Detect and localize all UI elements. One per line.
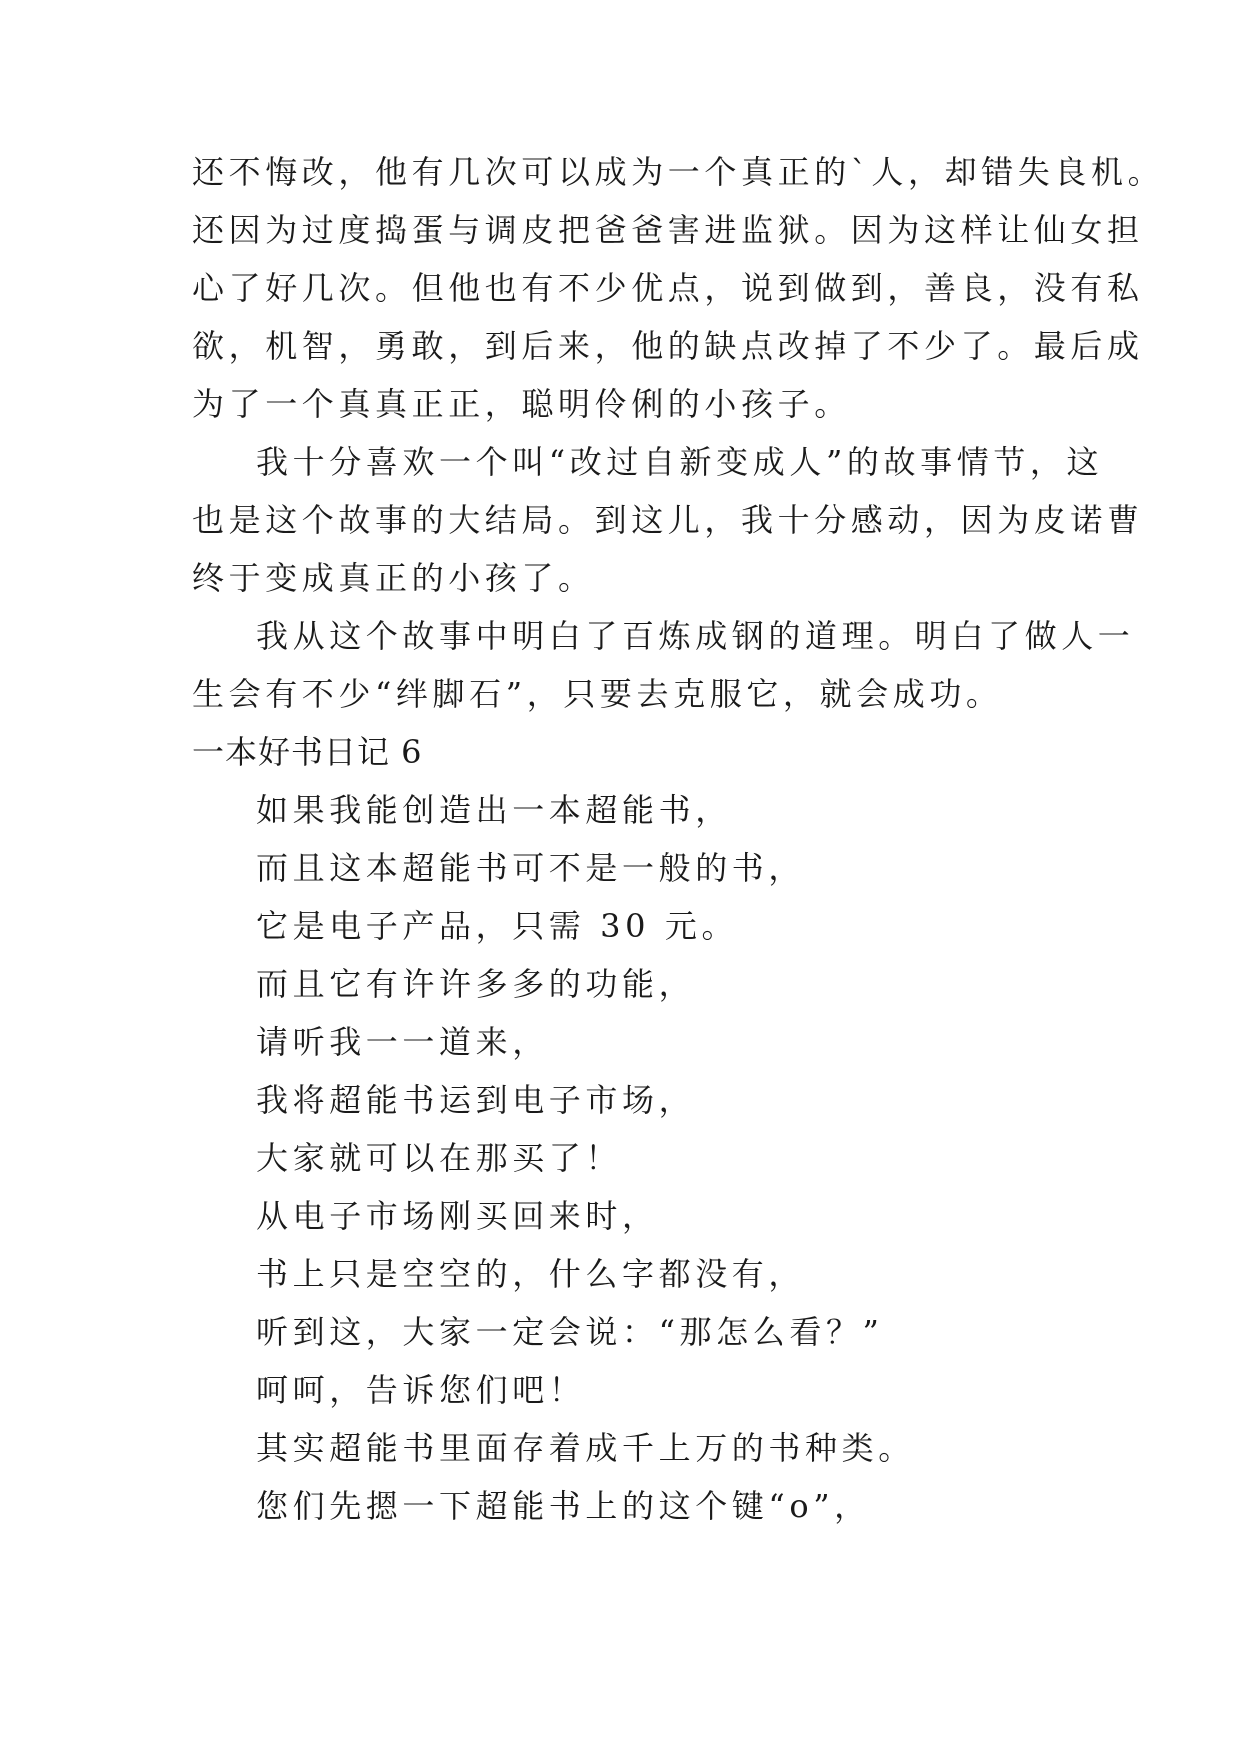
poem-line: 听到这，大家一定会说：“那怎么看？” <box>256 1313 884 1351</box>
text-line: 还不悔改，他有几次可以成为一个真正的`人，却错失良机。 <box>192 153 1165 191</box>
poem-line: 您们先摁一下超能书上的这个键“o”， <box>256 1487 871 1525</box>
poem-line: 从电子市场刚买回来时， <box>256 1197 659 1235</box>
poem-line: 其实超能书里面存着成千上万的书种类。 <box>256 1429 915 1467</box>
poem-line: 而且这本超能书可不是一般的书， <box>256 849 806 887</box>
text-line: 心了好几次。但他也有不少优点，说到做到，善良，没有私 <box>192 269 1144 307</box>
section-title: 一本好书日记 6 <box>192 733 423 771</box>
text-line: 我从这个故事中明白了百炼成钢的道理。明白了做人一 <box>256 617 1135 655</box>
poem-line: 而且它有许许多多的功能， <box>256 965 696 1003</box>
text-line: 生会有不少“绊脚石”，只要去克服它，就会成功。 <box>192 675 1003 713</box>
text-line: 也是这个故事的大结局。到这儿，我十分感动，因为皮诺曹 <box>192 501 1144 539</box>
text-line: 欲，机智，勇敢，到后来，他的缺点改掉了不少了。最后成 <box>192 327 1144 365</box>
text-line: 还因为过度捣蛋与调皮把爸爸害进监狱。因为这样让仙女担 <box>192 211 1144 249</box>
poem-line: 呵呵，告诉您们吧！ <box>256 1371 586 1409</box>
text-line: 为了一个真真正正，聪明伶俐的小孩子。 <box>192 385 851 423</box>
poem-line: 大家就可以在那买了！ <box>256 1139 623 1177</box>
text-line: 终于变成真正的小孩了。 <box>192 559 595 597</box>
poem-line: 请听我一一道来， <box>256 1023 549 1061</box>
poem-line: 我将超能书运到电子市场， <box>256 1081 696 1119</box>
poem-line: 它是电子产品，只需 30 元。 <box>256 907 739 945</box>
text-line: 我十分喜欢一个叫“改过自新变成人”的故事情节，这 <box>256 443 1104 481</box>
poem-line: 如果我能创造出一本超能书， <box>256 791 732 829</box>
poem-line: 书上只是空空的，什么字都没有， <box>256 1255 806 1293</box>
